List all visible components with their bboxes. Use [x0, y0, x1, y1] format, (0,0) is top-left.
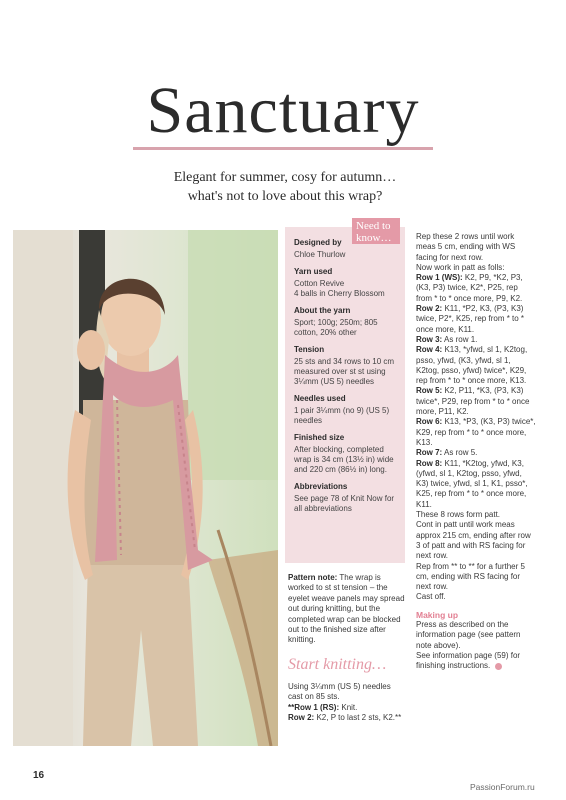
info-heading: Designed by — [294, 238, 342, 247]
pattern-row — [416, 417, 536, 448]
info-text: Cotton Revive 4 balls in Cherry Blossom — [294, 279, 385, 298]
pattern-row — [416, 304, 536, 335]
watermark: PassionForum.ru — [470, 782, 535, 792]
standfirst-line-1: Elegant for summer, cosy for autumn… — [173, 170, 397, 185]
info-heading: Needles used — [294, 394, 346, 403]
row-label: Row 7: — [416, 448, 443, 458]
info-needles — [294, 394, 402, 426]
repeat-text: Rep from ** to ** for a further 5 cm, ending with RS facing for next row. — [416, 561, 525, 592]
pattern-note-text: The wrap is worked to st st tension – the eyelet weave panels may spread out during knitting, but the completed wrap can be blocked out to the finished size after knitting. — [288, 573, 405, 645]
model-photo — [13, 230, 278, 746]
continue-text: Cont in patt until work meas approx 215 cm, ending after row 3 of patt and with RS facing for next row. — [416, 520, 531, 561]
info-heading: Finished size — [294, 433, 345, 442]
row-text: As row 5. — [444, 448, 478, 458]
cast-off-text: Cast off. — [416, 592, 446, 602]
making-up-text-2 — [416, 651, 536, 672]
info-heading: Tension — [294, 345, 325, 354]
row-label: Row 6: — [416, 417, 443, 427]
row-label: Row 4: — [416, 345, 443, 355]
row-text: Knit. — [341, 702, 358, 712]
pattern-row — [416, 345, 536, 386]
row-label: Row 2: — [416, 304, 443, 314]
pattern-row — [416, 459, 536, 510]
row-text: K11, *P2, K3, (P3, K3) twice, P2*, K25, rep from * to * once more, K11. — [416, 304, 525, 334]
info-text: See page 78 of Knit Now for all abbreviations — [294, 494, 395, 513]
row-text: K2, P11, *K3, (P3, K3) twice*, P29, rep from * to * once more, P11, K2. — [416, 386, 530, 417]
pattern-row — [416, 273, 536, 304]
title-divider — [133, 147, 433, 150]
need-to-know-tab: Need to know… — [352, 218, 400, 244]
info-abbreviations — [294, 482, 402, 514]
info-text: After blocking, completed wrap is 34 cm (13½ in) wide and 220 cm (86½ in) long. — [294, 445, 394, 474]
form-text: These 8 rows form patt. — [416, 510, 501, 520]
pattern-column-right — [416, 232, 536, 671]
row-text: As row 1. — [444, 334, 478, 344]
row-text: K2, P to last 2 sts, K2.** — [316, 713, 402, 723]
now-work-text: Now work in patt as folls: — [416, 262, 505, 272]
info-text: 1 pair 3¼mm (no 9) (US 5) needles — [294, 406, 390, 425]
row-2-instruction — [288, 713, 406, 723]
page-title: Sanctuary — [146, 74, 420, 147]
info-text: Sport; 100g; 250m; 805 cotton, 20% other — [294, 318, 378, 337]
pattern-column-left — [288, 573, 406, 723]
pattern-row — [416, 335, 536, 345]
start-knitting-heading: Start knitting… — [288, 655, 387, 673]
row-label: **Row 1 (RS): — [288, 702, 340, 712]
pattern-row — [416, 386, 536, 417]
making-up-text-1: Press as described on the information page (see pattern note above). — [416, 619, 521, 650]
page-number: 16 — [33, 770, 45, 781]
model-illustration — [13, 230, 278, 746]
row-label: Row 3: — [416, 334, 443, 344]
info-designer — [294, 238, 402, 260]
standfirst — [150, 168, 420, 206]
pattern-note — [288, 573, 406, 646]
info-finished-size — [294, 433, 402, 475]
info-about-yarn — [294, 306, 402, 338]
intro-sentence: Rep these 2 rows until work meas 5 cm, ending with WS facing for next row. — [416, 232, 516, 262]
row-label: Row 5: — [416, 386, 443, 396]
info-heading: About the yarn — [294, 306, 351, 315]
cast-on-text: Using 3¼mm (US 5) needles cast on 85 sts. — [288, 681, 391, 702]
making-up-heading: Making up — [416, 609, 459, 620]
row-label: Row 2: — [288, 713, 315, 723]
need-to-know-content — [294, 238, 402, 521]
row-text: K13, *P3, (K3, P3) twice*, K29, rep from * to * once more, K13. — [416, 417, 536, 447]
info-tension — [294, 345, 402, 387]
info-yarn-used — [294, 267, 402, 299]
pattern-row — [416, 448, 536, 458]
standfirst-line-2: what's not to love about this wrap? — [187, 189, 383, 204]
row-label: Row 8: — [416, 458, 443, 468]
intro-text — [416, 232, 536, 263]
info-heading: Yarn used — [294, 267, 333, 276]
info-text: Chloe Thurlow — [294, 250, 346, 259]
row-label: Row 1 (WS): — [416, 273, 463, 283]
row-text: K13, *yfwd, sl 1, K2tog, psso, yfwd, (K3, yfwd, sl 1, K2tog, psso, yfwd) twice*, K29, rep from * to * once more, K13. — [416, 345, 528, 386]
row-text: K2, P9, *K2, P3, (K3, P3) twice, K2*, P25, rep from * to * once more, P9, K2. — [416, 273, 523, 303]
row-1-instruction — [288, 703, 406, 713]
row-text: K11, *K2tog, yfwd, K3, (yfwd, sl 1, K2tog, psso, yfwd, K3) twice, yfwd, sl 1, K1, psso*, K25, rep from * to * once more, K11. — [416, 458, 528, 509]
pattern-note-label: Pattern note: — [288, 573, 338, 582]
end-mark-icon — [495, 663, 502, 670]
info-heading: Abbreviations — [294, 482, 348, 491]
making-up-sentence: See information page (59) for finishing instructions. — [416, 650, 521, 671]
info-text: 25 sts and 34 rows to 10 cm measured over st st using 3¼mm (US 5) needles — [294, 357, 395, 386]
